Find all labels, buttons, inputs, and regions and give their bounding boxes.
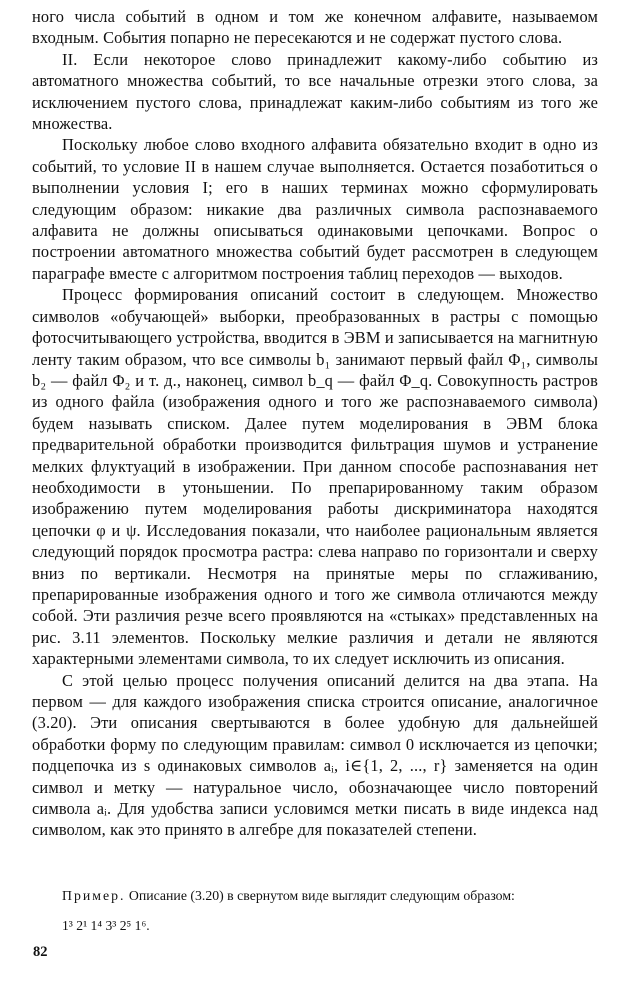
example-line xyxy=(62,886,622,906)
example-label: Пример. xyxy=(62,888,126,903)
paragraph-description-process: Процесс формирования описаний состоит в следующем. Множество символов «обучающей» выборки, преобразованных в растры с помощью фотосчитывающего устройства, вводится в ЭВМ и записывается на магнитную ленту таким образом, что все символы b₁ занимают первый файл Φ₁, символы b₂ — файл Φ₂ и т. д., наконец, символ b_q — файл Φ_q. Совокупность растров из одного файла (изображения одного и того же распознаваемого символа) будем называть списком. Далее путем моделирования в ЭВМ блока предварительной обработки производится фильтрация шумов и устранение мелких флуктуаций в изображении. При данном способе распознавания нет необходимости в утоньшении. По препарированному таким образом изображению путем моделирования работы дискриминатора находятся цепочки φ и ψ. Исследования показали, что наиболее рациональным является следующий порядок просмотра растра: слева направо по горизонтали и сверху вниз по вертикали. Несмотря на принятые меры по сглаживанию, препарированные изображения одного и того же символа отличаются между собой. Эти различия резче всего проявляются на «стыках» представленных на рис. 3.11 элементов. Поскольку мелкие различия и детали не являются характерными элементами символа, то их следует исключить из описания. xyxy=(32,285,598,669)
page-number: 82 xyxy=(33,944,48,960)
folded-description-formula: 1³ 2¹ 1⁴ 3³ 2⁵ 1⁶. xyxy=(62,918,150,933)
paragraph-condition-discussion: Поскольку любое слово входного алфавита обязательно входит в одно из событий, то условие II в нашем случае выполняется. Остается позаботиться о выполнении условия I; его в наших терминах можно сформулировать следующим образом: никакие два различных символа распознаваемого алфавита не должны описываться одинаковыми цепочками. Вопрос о построении автоматного множества событий будет рассмотрен в следующем параграфе вместе с алгоритмом построения таблиц переходов — выходов. xyxy=(32,135,598,283)
paragraph-continuation: ного числа событий в одном и том же конечном алфавите, называемом входным. События попарно не пересекаются и не содержат пустого слова. xyxy=(32,7,598,48)
paragraph-condition-ii: II. Если некоторое слово принадлежит какому-либо событию из автоматного множества событий, то все начальные отрезки этого слова, за исключением пустого слова, принадлежат каким-либо событиям из того же множества. xyxy=(32,49,598,134)
example-text: Описание (3.20) в свернутом виде выглядит следующим образом: xyxy=(128,888,515,903)
body-text xyxy=(32,6,598,841)
paragraph-two-stages: С этой целью процесс получения описаний делится на два этапа. На первом — для каждого изображения списка строится описание, аналогичное (3.20). Эти описания свертываются в более удобную для дальнейшей обработки форму по следующим правилам: символ 0 исключается из цепочки; подцепочка из s одинаковых символов aᵢ, i∈{1, 2, ..., r} заменяется на один символ и метку — натуральное число, обозначающее число повторений символа aᵢ. Для удобства записи условимся метки писать в виде индекса над символом, как это принято в алгебре для показателей степени. xyxy=(32,670,598,840)
